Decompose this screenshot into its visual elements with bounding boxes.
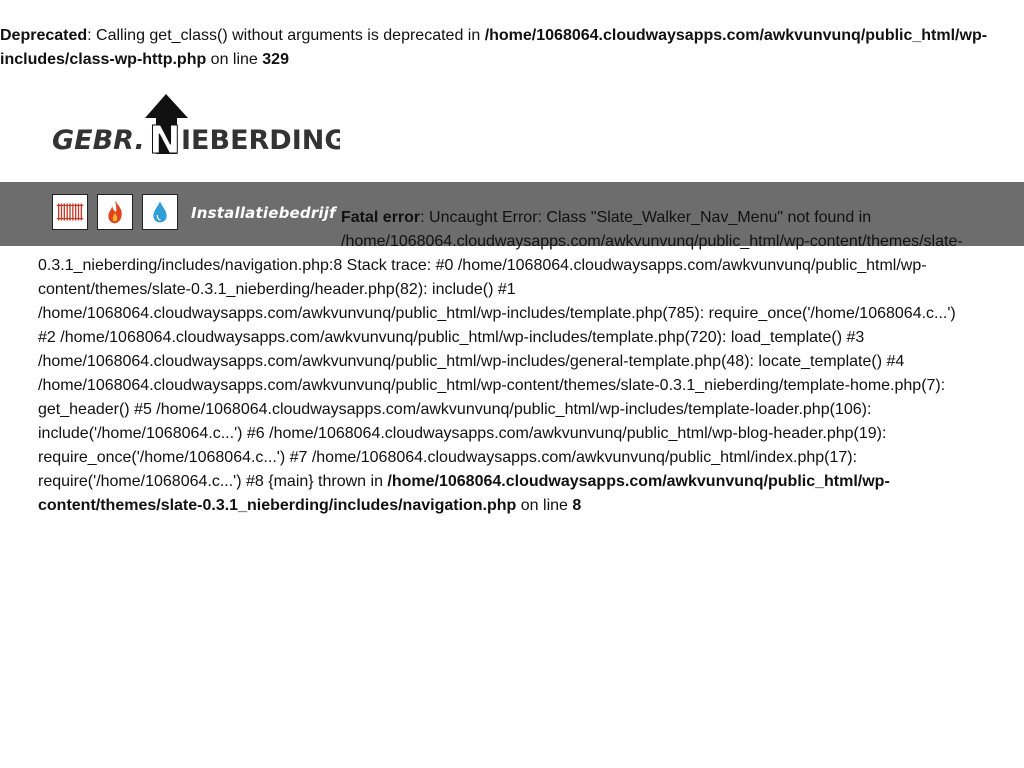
deprecated-line-number: 329	[262, 51, 289, 68]
water-drop-icon[interactable]	[142, 194, 178, 230]
radiator-icon[interactable]	[52, 194, 88, 230]
deprecated-message: : Calling get_class() without arguments is deprecated in	[87, 27, 485, 44]
fatal-error-on-line-text: on line	[516, 497, 573, 514]
fatal-error-line: require_once('/home/1068064.c...') #7 /home/1068064.cloudwaysapps.com/awkvunvunq/public_html/index.php(17):	[38, 449, 858, 466]
fatal-error-line: /home/1068064.cloudwaysapps.com/awkvunvunq/public_html/wp-includes/general-template.php(48): locate_template() #4	[38, 353, 905, 370]
flame-icon[interactable]	[97, 194, 133, 230]
fatal-error-trace	[38, 254, 1018, 518]
fatal-error-line: /home/1068064.cloudwaysapps.com/awkvunvunq/public_html/wp-content/themes/slate-	[341, 233, 963, 250]
deprecated-path-line1: /home/1068064.cloudwaysapps.com/awkvunvunq/public_html/wp-	[484, 27, 988, 44]
fatal-error-line: content/themes/slate-0.3.1_nieberding/header.php(82): include() #1	[38, 281, 516, 298]
fatal-error-line: : Uncaught Error: Class "Slate_Walker_Nav_Menu" not found in	[420, 209, 872, 226]
deprecated-on-line-text: on line	[206, 51, 263, 68]
fatal-error-line: include('/home/1068064.c...') #6 /home/1068064.cloudwaysapps.com/awkvunvunq/public_html/wp-blog-header.php(19):	[38, 425, 887, 442]
deprecated-notice	[0, 24, 1010, 72]
fatal-error-line-number: 8	[572, 497, 582, 514]
fatal-error-label: Fatal error	[341, 209, 421, 226]
logo-text-right: IEBERDING	[181, 125, 340, 156]
fatal-error-path-line2: content/themes/slate-0.3.1_nieberding/includes/navigation.php	[38, 497, 517, 514]
fatal-error-line: get_header() #5 /home/1068064.cloudwaysapps.com/awkvunvunq/public_html/wp-includes/template-loader.php(106):	[38, 401, 872, 418]
deprecated-path-line2: includes/class-wp-http.php	[0, 51, 207, 68]
deprecated-label: Deprecated	[0, 27, 88, 44]
company-tagline: Installatiebedrijf	[191, 204, 336, 222]
fatal-error-line: /home/1068064.cloudwaysapps.com/awkvunvunq/public_html/wp-includes/template.php(785): require_once('/home/1068064.c...')	[38, 305, 956, 322]
fatal-error-line: #2 /home/1068064.cloudwaysapps.com/awkvunvunq/public_html/wp-includes/template.php(720): load_template() #3	[38, 329, 865, 346]
nieberding-logo-icon	[50, 92, 340, 162]
fatal-error-header	[341, 206, 1011, 254]
fatal-error-line: 0.3.1_nieberding/includes/navigation.php:8 Stack trace: #0 /home/1068064.cloudwaysapps.com/awkvunvunq/public_html/wp-	[38, 257, 927, 274]
logo-text-left: GEBR.	[52, 125, 145, 156]
fatal-error-path-line1: /home/1068064.cloudwaysapps.com/awkvunvunq/public_html/wp-	[387, 473, 890, 490]
site-logo[interactable]	[50, 92, 340, 162]
fatal-error-line: require('/home/1068064.c...') #8 {main} thrown in	[38, 473, 388, 490]
fatal-error-line: /home/1068064.cloudwaysapps.com/awkvunvunq/public_html/wp-content/themes/slate-0.3.1_nieberding/template-home.php(7):	[38, 377, 946, 394]
logo-text-n: N	[149, 118, 181, 162]
